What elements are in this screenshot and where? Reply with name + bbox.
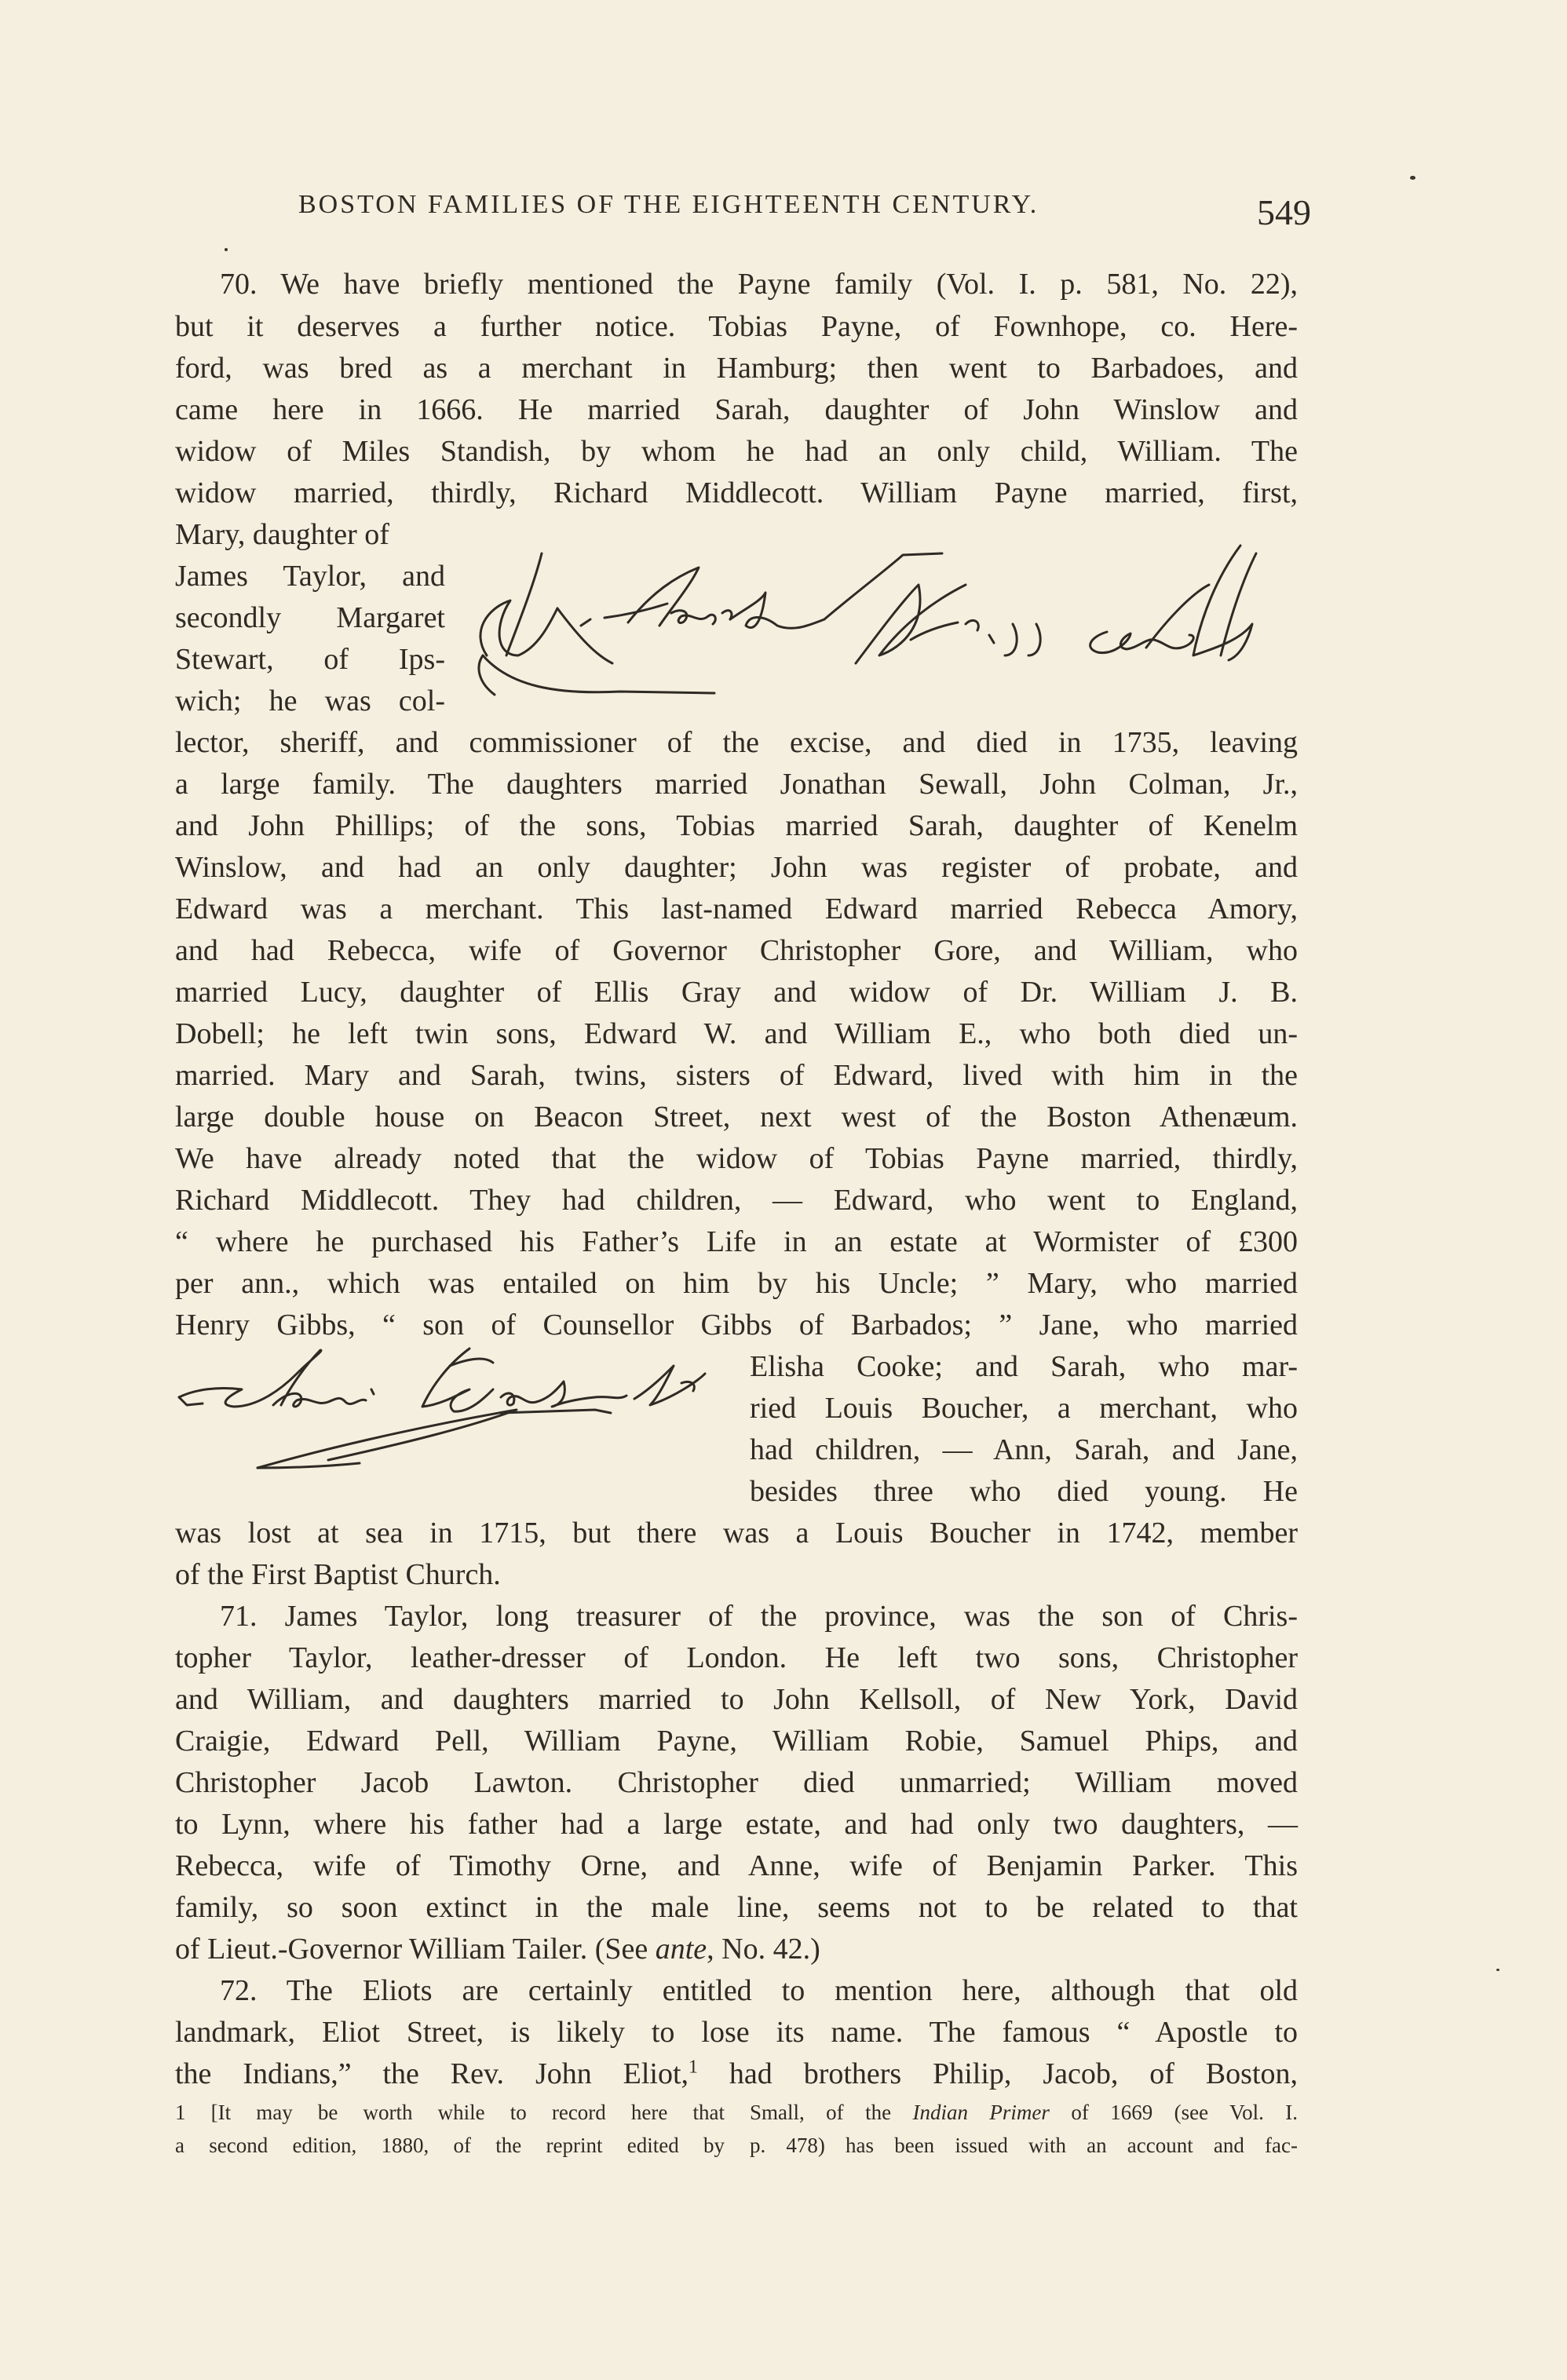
text-line: [175, 2053, 1298, 2095]
text-line: ford, was bred as a merchant in Hamburg; then went to Barbadoes, and: [175, 352, 1298, 385]
page-number: 549: [1257, 192, 1311, 232]
text-fragment: of 1669 (see Vol. I.: [1049, 2101, 1298, 2124]
text-line: 72. The Eliots are certainly entitled to mention here, although that old: [220, 1974, 1298, 2007]
paper-speck: [225, 248, 228, 251]
footnote-line: 1 [It may be worth while to record here that: [175, 2101, 725, 2124]
text-line: widow married, thirdly, Richard Middlecott. William Payne married, first,: [175, 476, 1298, 509]
text-line: per ann., which was entailed on him by his Uncle; ” Mary, who married: [175, 1267, 1298, 1300]
text-line: widow of Miles Standish, by whom he had an only child, William. The: [175, 435, 1298, 468]
text-fragment: had brothers Philip, Jacob, of Boston,: [698, 2057, 1298, 2090]
text-line: to Lynn, where his father had a large estate, and had only two daughters, —: [175, 1808, 1298, 1841]
text-line: Stewart, of Ips-: [175, 643, 445, 676]
text-line: We have already noted that the widow of Tobias Payne married, thirdly,: [175, 1142, 1298, 1175]
text-line: and John Phillips; of the sons, Tobias married Sarah, daughter of Kenelm: [175, 809, 1298, 842]
signature-louis-boucher: [171, 1334, 752, 1491]
header-title: BOSTON FAMILIES OF THE EIGHTEENTH CENTURY.: [298, 190, 1039, 219]
text-fragment: , No. 42.): [707, 1933, 820, 1966]
paper-speck: [1496, 1969, 1499, 1971]
running-header: [298, 182, 1311, 237]
signature-richard-middlecott: [463, 538, 1303, 703]
text-line: Mary, daughter of: [175, 518, 389, 551]
text-line: of the First Baptist Church.: [175, 1558, 501, 1591]
text-line: had children, — Ann, Sarah, and Jane,: [750, 1433, 1298, 1466]
text-line: landmark, Eliot Street, is likely to lose its name. The famous “ Apostle to: [175, 2016, 1298, 2049]
text-line: and had Rebecca, wife of Governor Christopher Gore, and William, who: [175, 934, 1298, 967]
text-line: Dobell; he left twin sons, Edward W. and William E., who both died un-: [175, 1017, 1298, 1050]
text-line: secondly Margaret: [175, 601, 445, 634]
text-line: but it deserves a further notice. Tobias Payne, of Fownhope, co. Here-: [175, 310, 1298, 343]
text-line: topher Taylor, leather-dresser of London. He left two sons, Christopher: [175, 1641, 1298, 1674]
text-line: a large family. The daughters married Jonathan Sewall, John Colman, Jr.,: [175, 768, 1298, 801]
text-line: family, so soon extinct in the male line, seems not to be related to that: [175, 1891, 1298, 1924]
text-line: Edward was a merchant. This last-named Edward married Rebecca Amory,: [175, 892, 1298, 925]
text-line: Rebecca, wife of Timothy Orne, and Anne, wife of Benjamin Parker. This: [175, 1849, 1298, 1882]
text-line: married Lucy, daughter of Ellis Gray and widow of Dr. William J. B.: [175, 976, 1298, 1009]
footnote-line: [750, 2096, 1298, 2129]
text-line: wich; he was col-: [175, 684, 445, 717]
text-line: besides three who died young. He: [750, 1475, 1298, 1508]
text-line: Richard Middlecott. They had children, — Edward, who went to England,: [175, 1184, 1298, 1217]
text-fragment: of Lieut.-Governor William Tailer. (See: [175, 1933, 656, 1966]
paper-speck: [1410, 176, 1415, 180]
text-line: 70. We have briefly mentioned the Payne family (Vol. I. p. 581, No. 22),: [220, 268, 1298, 301]
text-line: Craigie, Edward Pell, William Payne, William Robie, Samuel Phips, and: [175, 1725, 1298, 1758]
footnote-line: p. 478) has been issued with an account and fac-: [750, 2134, 1298, 2157]
text-line: Christopher Jacob Lawton. Christopher died unmarried; William moved: [175, 1766, 1298, 1799]
text-line: ried Louis Boucher, a merchant, who: [750, 1392, 1298, 1425]
text-line: Henry Gibbs, “ son of Counsellor Gibbs of Barbados; ” Jane, who married: [175, 1309, 1298, 1341]
italic-text: Indian Primer: [912, 2101, 1050, 2124]
text-line: and William, and daughters married to John Kellsoll, of New York, David: [175, 1683, 1298, 1716]
text-line: [175, 1928, 1298, 1970]
text-line: 71. James Taylor, long treasurer of the province, was the son of Chris-: [220, 1600, 1298, 1633]
text-line: was lost at sea in 1715, but there was a Louis Boucher in 1742, member: [175, 1517, 1298, 1550]
text-fragment: the Indians,” the Rev. John Eliot,: [175, 2057, 689, 2090]
text-line: Winslow, and had an only daughter; John was register of probate, and: [175, 851, 1298, 884]
text-line: married. Mary and Sarah, twins, sisters of Edward, lived with him in the: [175, 1059, 1298, 1092]
text-line: large double house on Beacon Street, next west of the Boston Athenæum.: [175, 1101, 1298, 1133]
text-line: came here in 1666. He married Sarah, daughter of John Winslow and: [175, 393, 1298, 426]
text-line: “ where he purchased his Father’s Life in an estate at Wormister of £300: [175, 1225, 1298, 1258]
text-line: Elisha Cooke; and Sarah, who mar-: [750, 1350, 1298, 1383]
footnote-line: a second edition, 1880, of the reprint edited by: [175, 2134, 725, 2157]
text-fragment: Small, of the: [750, 2101, 913, 2124]
footnote-marker: 1: [689, 2057, 699, 2078]
text-line: James Taylor, and: [175, 560, 445, 593]
italic-text: ante: [655, 1933, 707, 1966]
text-line: lector, sheriff, and commissioner of the excise, and died in 1735, leaving: [175, 726, 1298, 759]
